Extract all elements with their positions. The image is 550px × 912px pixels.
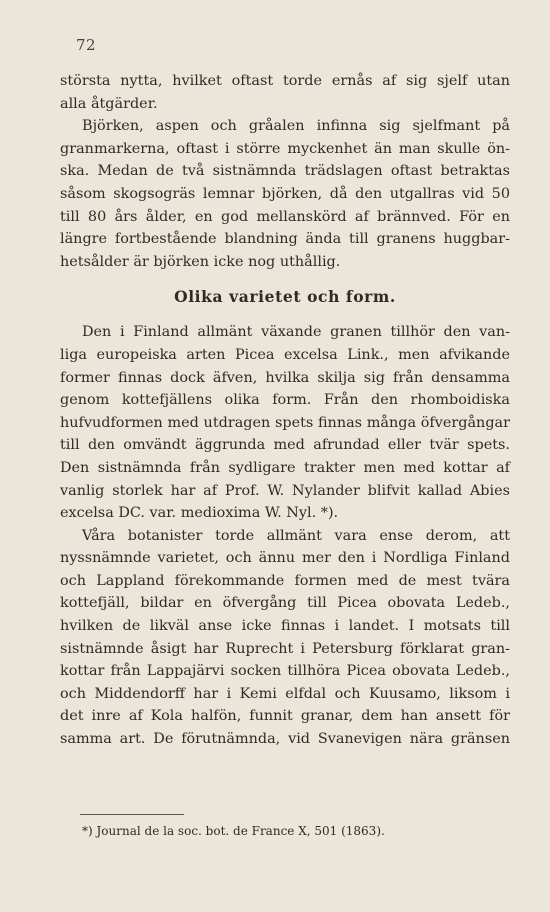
text-line: och Lappland förekommande formen med de mest tvära xyxy=(60,572,510,589)
text-line: hetsålder är björken icke nog uthållig. xyxy=(60,253,341,270)
text-line: till den omvändt äggrunda med afrundad eller tvär spets. xyxy=(60,437,510,454)
text-line: liga europeiska arten Picea excelsa Link., men afvikande xyxy=(60,346,510,363)
text-line: former finnas dock äfven, hvilka skilja sig från densamma xyxy=(60,369,510,386)
text-line: ska. Medan de två sistnämnda trädslagen oftast betraktas xyxy=(60,163,510,180)
page-body xyxy=(60,70,510,751)
text-line: Den sistnämnda från sydligare trakter men med kottar af xyxy=(60,459,510,476)
text-line: och Middendorff har i Kemi elfdal och Kuusamo, liksom i xyxy=(60,685,510,702)
text-line: längre fortbestående blandning ända till granens huggbar- xyxy=(60,231,510,248)
text-line: Björken, aspen och gråalen infinna sig sjelfmant på xyxy=(82,118,510,135)
text-line: samma art. De förutnämnda, vid Svanevigen nära gränsen xyxy=(60,731,510,748)
paragraph-continued xyxy=(60,70,510,115)
text-line: hvilken de likväl anse icke finnas i landet. I motsats till xyxy=(60,618,510,635)
text-line: kottefjäll, bildar en öfvergång till Picea obovata Ledeb., xyxy=(60,595,510,612)
text-line: Den i Finland allmänt växande granen tillhör den van- xyxy=(82,324,510,341)
text-line: genom kottefjällens olika form. Från den rhomboidiska xyxy=(60,392,510,409)
text-line: såsom skogsogräs lemnar björken, då den utgallras vid 50 xyxy=(60,185,510,202)
footnote: *) Journal de la soc. bot. de France X, 501 (1863). xyxy=(82,824,385,838)
text-line: hufvudformen med utdragen spets finnas många öfvergångar xyxy=(60,414,510,431)
text-line: det inre af Kola halfön, funnit granar, dem han ansett för xyxy=(60,708,510,725)
paragraph-birch xyxy=(60,115,510,273)
paragraph-botanists xyxy=(60,525,510,751)
text-line: alla åtgärder. xyxy=(60,95,158,112)
text-line: kottar från Lappajärvi socken tillhöra Picea obovata Ledeb., xyxy=(60,663,510,680)
paragraph-varieties xyxy=(60,321,510,524)
text-line: excelsa DC. var. medioxima W. Nyl. *). xyxy=(60,505,339,522)
text-line: Våra botanister torde allmänt vara ense derom, att xyxy=(82,527,510,544)
text-line: till 80 års ålder, en god mellanskörd af brännved. För en xyxy=(60,208,510,225)
page-number: 72 xyxy=(76,36,97,54)
text-line: granmarkerna, oftast i större myckenhet än man skulle ön- xyxy=(60,140,510,157)
section-heading: Olika varietet och form. xyxy=(174,287,396,307)
text-line: sistnämnde åsigt har Ruprecht i Petersburg förklarat gran- xyxy=(60,640,510,657)
text-line: nyssnämnde varietet, och ännu mer den i Nordliga Finland xyxy=(60,550,510,567)
footnote-rule xyxy=(80,814,184,815)
text-line: vanlig storlek har af Prof. W. Nylander blifvit kallad Abies xyxy=(60,482,510,499)
text-line: största nytta, hvilket oftast torde ernås af sig sjelf utan xyxy=(60,73,510,89)
